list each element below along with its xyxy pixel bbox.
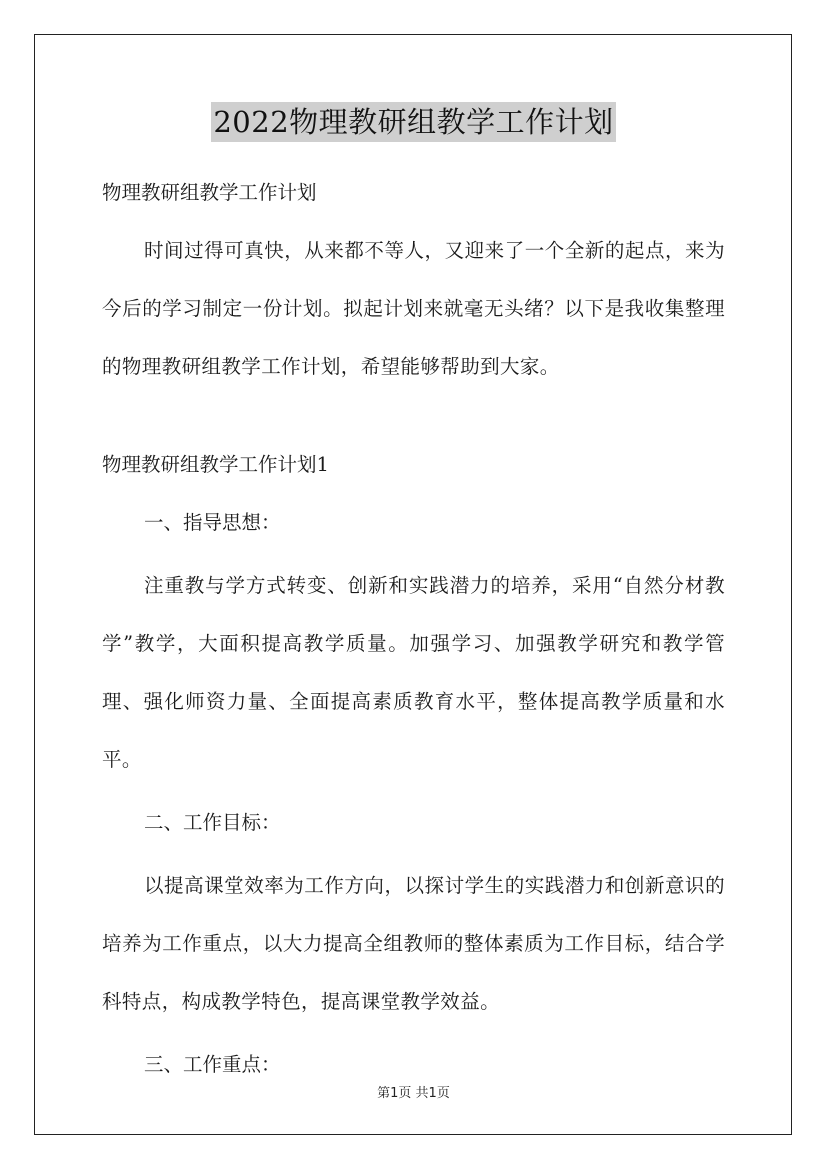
- document-subtitle: 物理教研组教学工作计划: [102, 181, 317, 204]
- heading-work-goals: 二、工作目标：: [144, 811, 281, 834]
- heading-work-focus: 三、工作重点：: [144, 1053, 281, 1076]
- page-number: 第1页 共1页: [377, 1086, 450, 1101]
- intro-paragraph: 时间过得可真快，从来都不等人，又迎来了一个全新的起点，来为今后的学习制定一份计划。拟起计划来就毫无头绪？以下是我收集整理的物理教研组教学工作计划，希望能够帮助到大家。: [102, 239, 725, 378]
- paragraph-guiding-thought: 注重教与学方式转变、创新和实践潜力的培养，采用“自然分材教学”教学，大面积提高教学质量。加强学习、加强教学研究和教学管理、强化师资力量、全面提高素质教育水平，整体提高教学质量和水平。: [102, 574, 725, 771]
- paragraph-work-goals: 以提高课堂效率为工作方向，以探讨学生的实践潜力和创新意识的培养为工作重点，以大力提高全组教师的整体素质为工作目标，结合学科特点，构成教学特色，提高课堂教学效益。: [102, 874, 725, 1013]
- heading-guiding-thought: 一、指导思想：: [144, 511, 281, 534]
- document-body: [102, 174, 725, 1094]
- title-container: [0, 102, 827, 142]
- section-title: 物理教研组教学工作计划1: [102, 453, 329, 476]
- document-title: 2022物理教研组教学工作计划: [211, 102, 615, 142]
